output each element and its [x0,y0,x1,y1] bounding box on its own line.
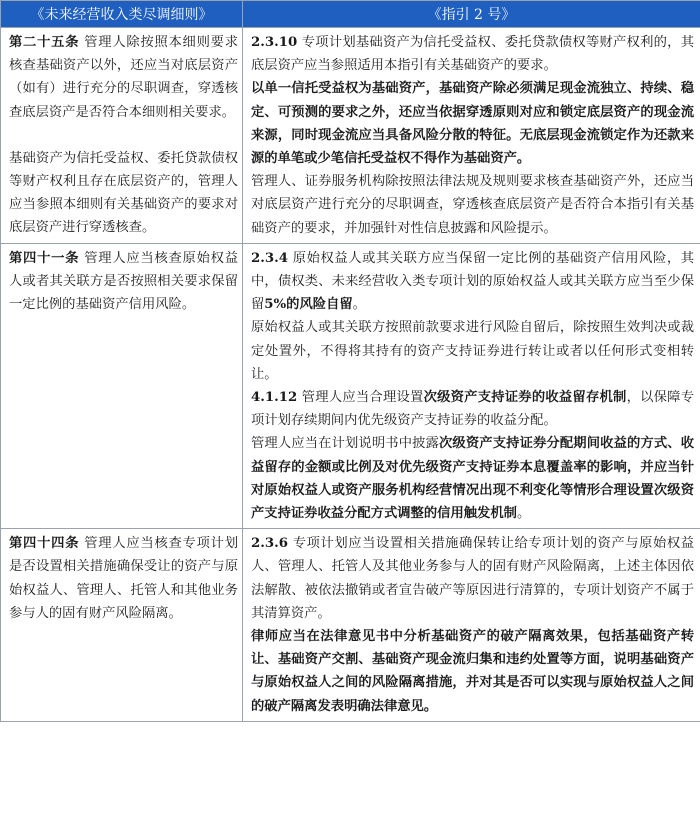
clause-text: ，以保障专项计划存续期间内优先级资产支持证券的收益分配。 [251,390,695,429]
article-number: 第四十四条 [9,536,80,552]
right-cell [243,243,700,528]
bold-text: 次级资产支持证券的收益留存机制 [423,390,627,406]
left-cell [1,243,243,528]
article-number: 第四十一条 [9,250,80,266]
left-paragraph [9,532,238,625]
bold-text: 次级资产支持证券分配期间收益的方式、收益留存的金额或比例及对优先级资产支持证券本息覆盖率的影响，并应当针对原始权益人或资产服务机构经营情况出现不利变化等情形合理设置次级资产支持证券收益分配方式调整的信用触发机制 [251,436,695,522]
left-paragraph [9,247,238,317]
right-paragraph [251,386,694,432]
table-row [1,529,700,722]
right-paragraph [251,532,694,625]
right-cell [243,529,700,722]
left-paragraph [9,31,238,124]
clause-number: 4.1.12 [251,390,298,406]
right-paragraph [251,77,694,170]
right-paragraph [251,316,694,386]
bold-text: 以单一信托受益权为基础资产，基础资产除必须满足现金流独立、持续、稳定、可预测的要求之外，还应当依据穿透原则对应和锁定底层资产的现金流来源，同时现金流应当具备风险分散的特征。无底层现金流锁定作为还款来源的单笔或少笔信托受益权不得作为基础资产。 [251,81,694,167]
right-cell [243,28,700,244]
bold-text: 律师应当在法律意见书中分析基础资产的破产隔离效果，包括基础资产转让、基础资产交割、基础资产现金流归集和违约处置等方面，说明基础资产与原始权益人之间的风险隔离措施，并对其是否可以实现与原始权益人之间的破产隔离发表明确法律意见。 [251,629,694,714]
right-paragraph [251,170,694,240]
article-text: 管理人应当核查原始权益人或者其关联方是否按照相关要求保留一定比例的基础资产信用风险。 [9,250,239,313]
left-paragraph [9,147,238,240]
clause-text: 专项计划基础资产为信托受益权、委托贷款债权等财产权利的，其底层资产应当参照适用本指引有关基础资产的要求。 [251,35,694,74]
article-text: 管理人应当核查专项计划是否设置相关措施确保受让的资产与原始权益人、管理人、托管人和其他业务参与人的固有财产风险隔离。 [9,536,239,621]
clause-number: 2.3.4 [251,250,289,266]
right-paragraph [251,432,694,525]
article-number: 第二十五条 [9,35,80,50]
clause-text: 管理人应当在计划说明书中披露 [251,436,439,452]
bold-text: 5%的风险自留 [264,297,353,313]
paragraph-gap [9,124,238,147]
left-cell [1,529,243,722]
clause-text: 。 [516,506,531,522]
clause-text: 管理人、证券服务机构除按照法律法规及规则要求核查基础资产外，还应当对底层资产进行充分的尽职调查，穿透核查底层资产是否符合本指引有关基础资产的要求，并加强针对性信息披露和风险提示。 [251,174,694,236]
clause-text: 。 [352,297,366,313]
clause-text: 原始权益人或其关联方按照前款要求进行风险自留后，除按照生效判决或裁定处置外，不得将其持有的资产支持证券进行转让或者以任何形式变相转让。 [251,320,694,382]
article-text: 管理人除按照本细则要求核查基础资产以外，还应当对底层资产（如有）进行充分的尽职调查，穿透核查底层资产是否符合本细则相关要求。 [9,35,239,120]
clause-number: 2.3.6 [251,536,289,552]
left-cell [1,28,243,244]
table-body [1,28,700,722]
header-row [1,1,700,28]
right-paragraph [251,625,694,718]
clause-text: 原始权益人或其关联方应当保留一定比例的基础资产信用风险，其中，债权类、未来经营收入类专项计划的原始权益人或其关联方应当至少保留 [251,250,694,313]
article-text: 基础资产为信托受益权、委托贷款债权等财产权利且存在底层资产的，管理人应当参照本细则有关基础资产的要求对底层资产进行穿透核查。 [9,150,238,236]
clause-text: 专项计划应当设置相关措施确保转让给专项计划的资产与原始权益人、管理人、托管人及其他业务参与人的固有财产风险隔离，上述主体因依法解散、被依法撤销或者宣告破产等原因进行清算的，专项计划资产不属于其清算资产。 [251,536,694,621]
header-left: 《未来经营收入类尽调细则》 [1,1,243,28]
table-row [1,243,700,528]
right-paragraph [251,31,694,77]
table-row [1,28,700,244]
header-right: 《指引 2 号》 [243,1,700,28]
clause-text: 管理人应当合理设置 [297,390,424,406]
clause-number: 2.3.10 [251,35,298,50]
right-paragraph [251,247,694,317]
